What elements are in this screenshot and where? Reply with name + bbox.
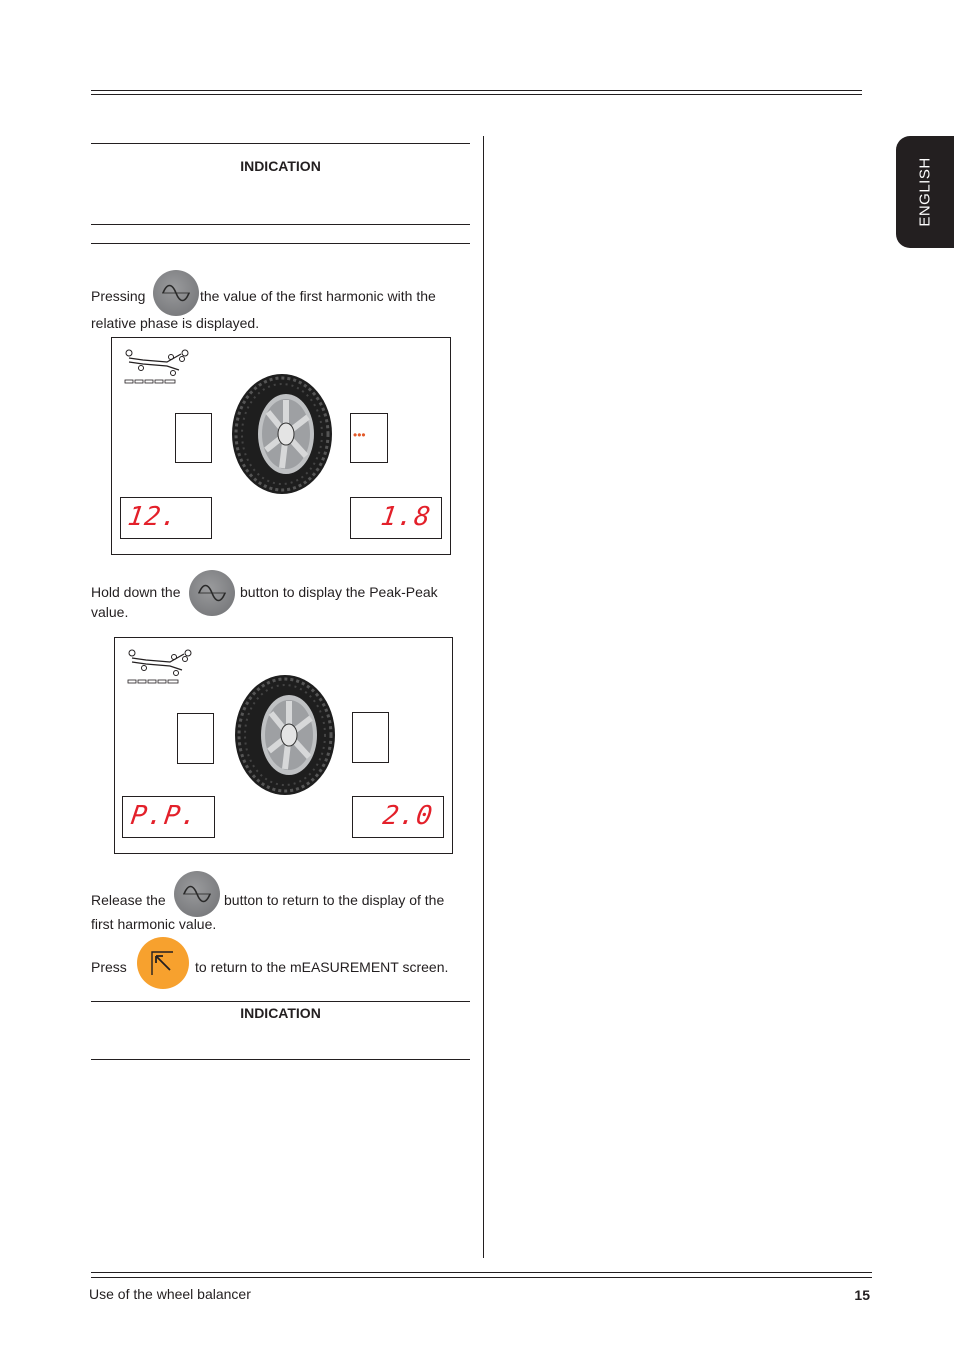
- left-plane-indicator-2: [177, 713, 214, 764]
- indication-top-heading: INDICATION: [240, 158, 321, 174]
- phase-dots: •••: [353, 428, 366, 442]
- display-screen-1: [111, 337, 451, 555]
- harmonic-wave-icon: [153, 270, 199, 316]
- para2-line2: value.: [91, 604, 129, 620]
- column-divider: [483, 136, 484, 1258]
- footer-section-title: Use of the wheel balancer: [89, 1286, 251, 1302]
- para2-before: Hold down the: [91, 584, 181, 600]
- para3-after: button to return to the display of the: [224, 892, 445, 908]
- harmonic-button-1[interactable]: [153, 270, 199, 316]
- footer-rule-bottom: [91, 1277, 872, 1278]
- para3-line2: first harmonic value.: [91, 916, 217, 932]
- header-rule-top: [91, 90, 862, 91]
- indication-bottom-rule: [91, 1001, 470, 1002]
- language-tab[interactable]: [896, 136, 954, 248]
- wheel-tyre-icon: [233, 673, 337, 797]
- rim-gauge-icon: [126, 646, 208, 686]
- wheel-tyre-icon: [230, 372, 334, 496]
- right-readout-1-value: 1.8: [378, 502, 434, 532]
- indication-top-rule: [91, 143, 470, 144]
- page-number: 15: [854, 1287, 870, 1303]
- header-rule-bottom: [91, 94, 862, 95]
- section-rule: [91, 243, 470, 244]
- left-readout-2: [122, 796, 215, 838]
- para3-before: Release the: [91, 892, 166, 908]
- harmonic-wave-icon: [189, 570, 235, 616]
- para4-after: to return to the mEASUREMENT screen.: [195, 959, 449, 975]
- indication-bottom-bottom-rule: [91, 1059, 470, 1060]
- right-plane-indicator-2: [352, 712, 389, 763]
- left-readout-1: [120, 497, 212, 539]
- left-readout-2-value: P.P.: [128, 801, 200, 831]
- para2-after: button to display the Peak-Peak: [240, 584, 438, 600]
- rim-gauge-icon: [123, 346, 205, 386]
- right-readout-2: [352, 796, 444, 838]
- indication-bottom-heading: INDICATION: [240, 1005, 321, 1021]
- harmonic-wave-icon: [174, 871, 220, 917]
- para1-before: Pressing: [91, 288, 146, 304]
- right-plane-indicator: [350, 413, 388, 463]
- exit-button[interactable]: [137, 937, 189, 989]
- right-readout-1: [350, 497, 442, 539]
- display-screen-2: [114, 637, 453, 854]
- harmonic-button-2[interactable]: [189, 570, 235, 616]
- exit-arrow-icon: [137, 937, 189, 989]
- para1-line2: relative phase is displayed.: [91, 315, 260, 331]
- para4-before: Press: [91, 959, 127, 975]
- left-plane-indicator: [175, 413, 212, 463]
- left-readout-1-value: 12.: [125, 502, 181, 532]
- language-tab-label: ENGLISH: [916, 157, 934, 227]
- harmonic-button-3[interactable]: [174, 871, 220, 917]
- indication-top-bottom-rule: [91, 224, 470, 225]
- right-readout-2-value: 2.0: [380, 801, 436, 831]
- para1-after: the value of the first harmonic with the: [200, 288, 436, 304]
- footer-rule-top: [91, 1272, 872, 1273]
